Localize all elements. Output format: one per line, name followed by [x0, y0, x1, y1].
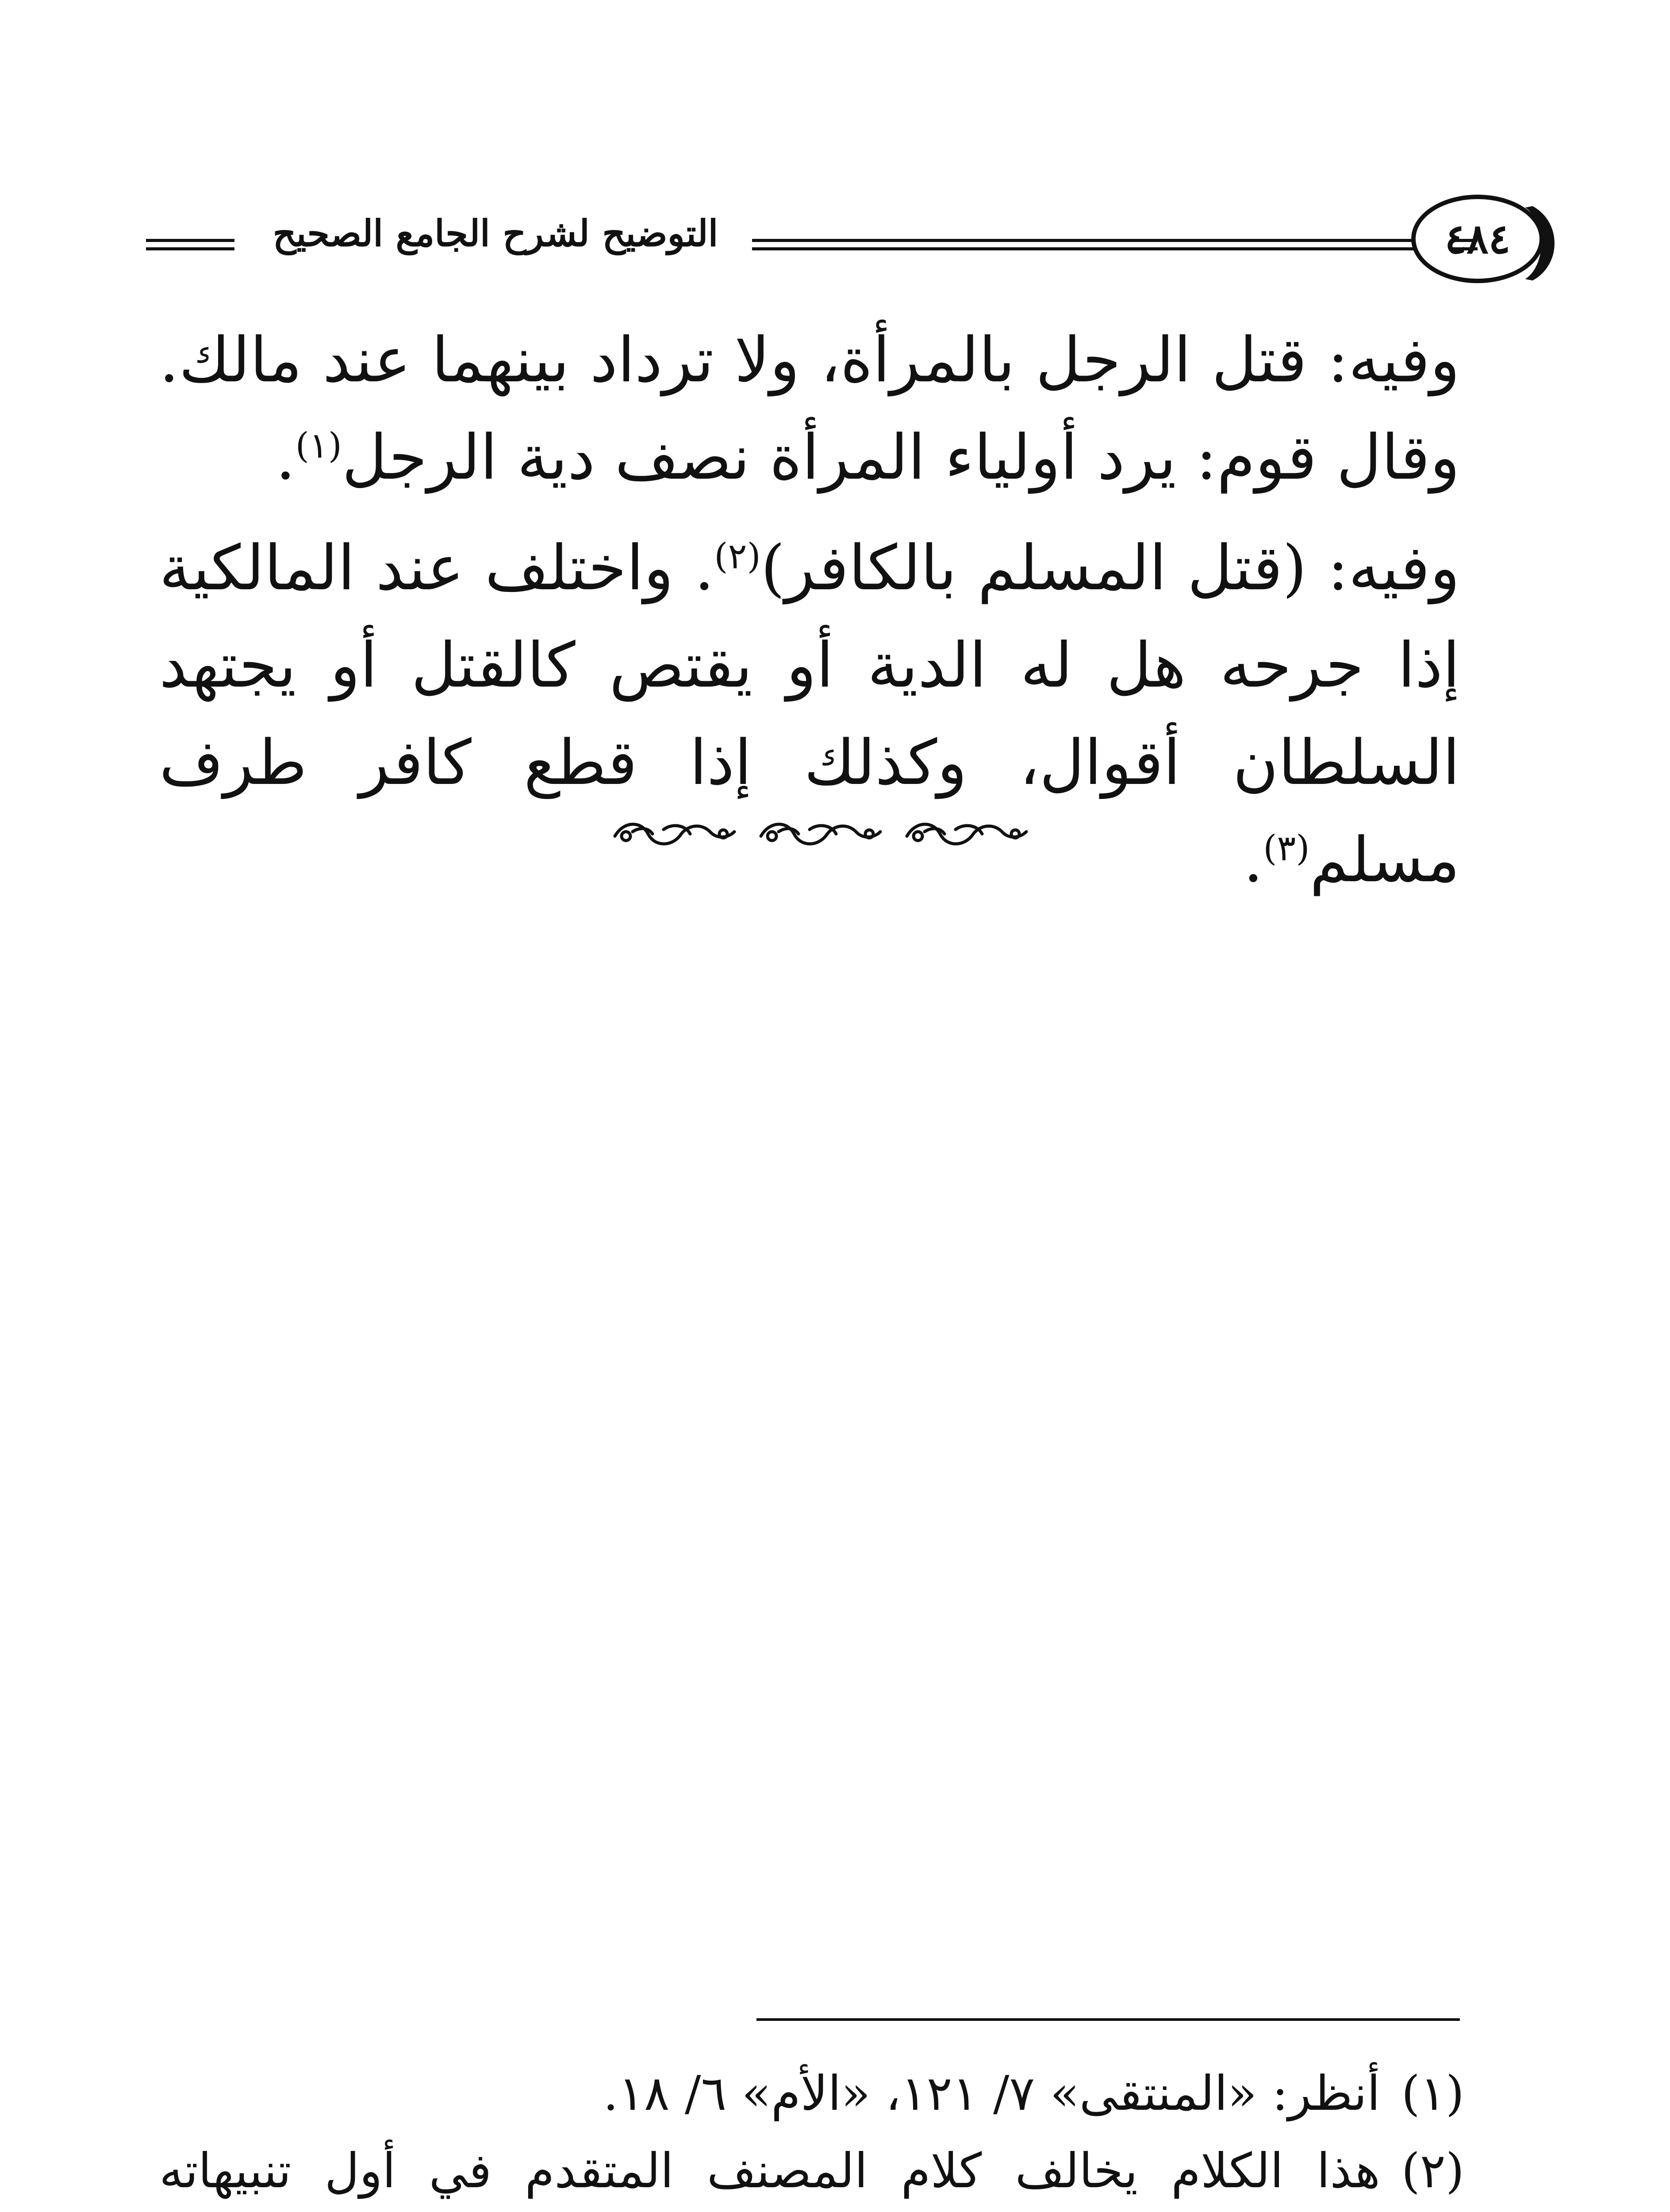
footnote-ref-2[interactable]: (٢)	[714, 535, 761, 577]
paragraph-1-text: وفيه: قتل الرجل بالمرأة، ولا ترداد بينهما عند مالك. وقال قوم: يرد أولياء المرأة نصف دية الرجل	[159, 324, 1460, 494]
footnote-2-text: هذا الكلام يخالف كلام المصنف المتقدم في أول تنبيهاته	[159, 2143, 1380, 2199]
page-number-badge	[1411, 195, 1544, 283]
page-number: ٤٨٤	[1444, 215, 1511, 263]
paragraph-2-text-middle: . واختلف عند المالكية إذا جرحه هل له الدية أو يقتص كالقتل أو يجتهد السلطان أقوال، وكذلك إذا قطع كافر طرف مسلم	[159, 532, 1460, 896]
footnote-1-number: (١)	[1401, 2066, 1464, 2121]
footnote-1-text: أنظر: «المنتقى» ٧/ ١٢١، «الأم» ٦/ ١٨.	[603, 2066, 1380, 2121]
ornament-divider-icon	[606, 812, 1031, 856]
header-rule-left	[146, 239, 234, 250]
footnote-separator	[756, 2018, 1460, 2021]
paragraph-1	[159, 312, 1460, 507]
page-header	[146, 195, 1511, 288]
footnote-2	[159, 2135, 1464, 2212]
running-title: التوضيح لشرح الجامع الصحيح	[273, 212, 718, 255]
header-rule-right	[1451, 239, 1478, 250]
paragraph-2-text-start: وفيه: (قتل المسلم بالكافر)	[760, 532, 1460, 604]
paragraph-1-end: .	[276, 422, 296, 494]
footnotes	[159, 2057, 1464, 2212]
footnote-ref-3[interactable]: (٣)	[1263, 827, 1310, 869]
paragraph-2-end: .	[1243, 824, 1263, 896]
header-rule-middle	[752, 239, 1416, 250]
footnote-ref-1[interactable]: (١)	[295, 425, 342, 466]
footnote-1	[159, 2057, 1464, 2130]
footnote-2-number: (٢)	[1401, 2143, 1464, 2199]
